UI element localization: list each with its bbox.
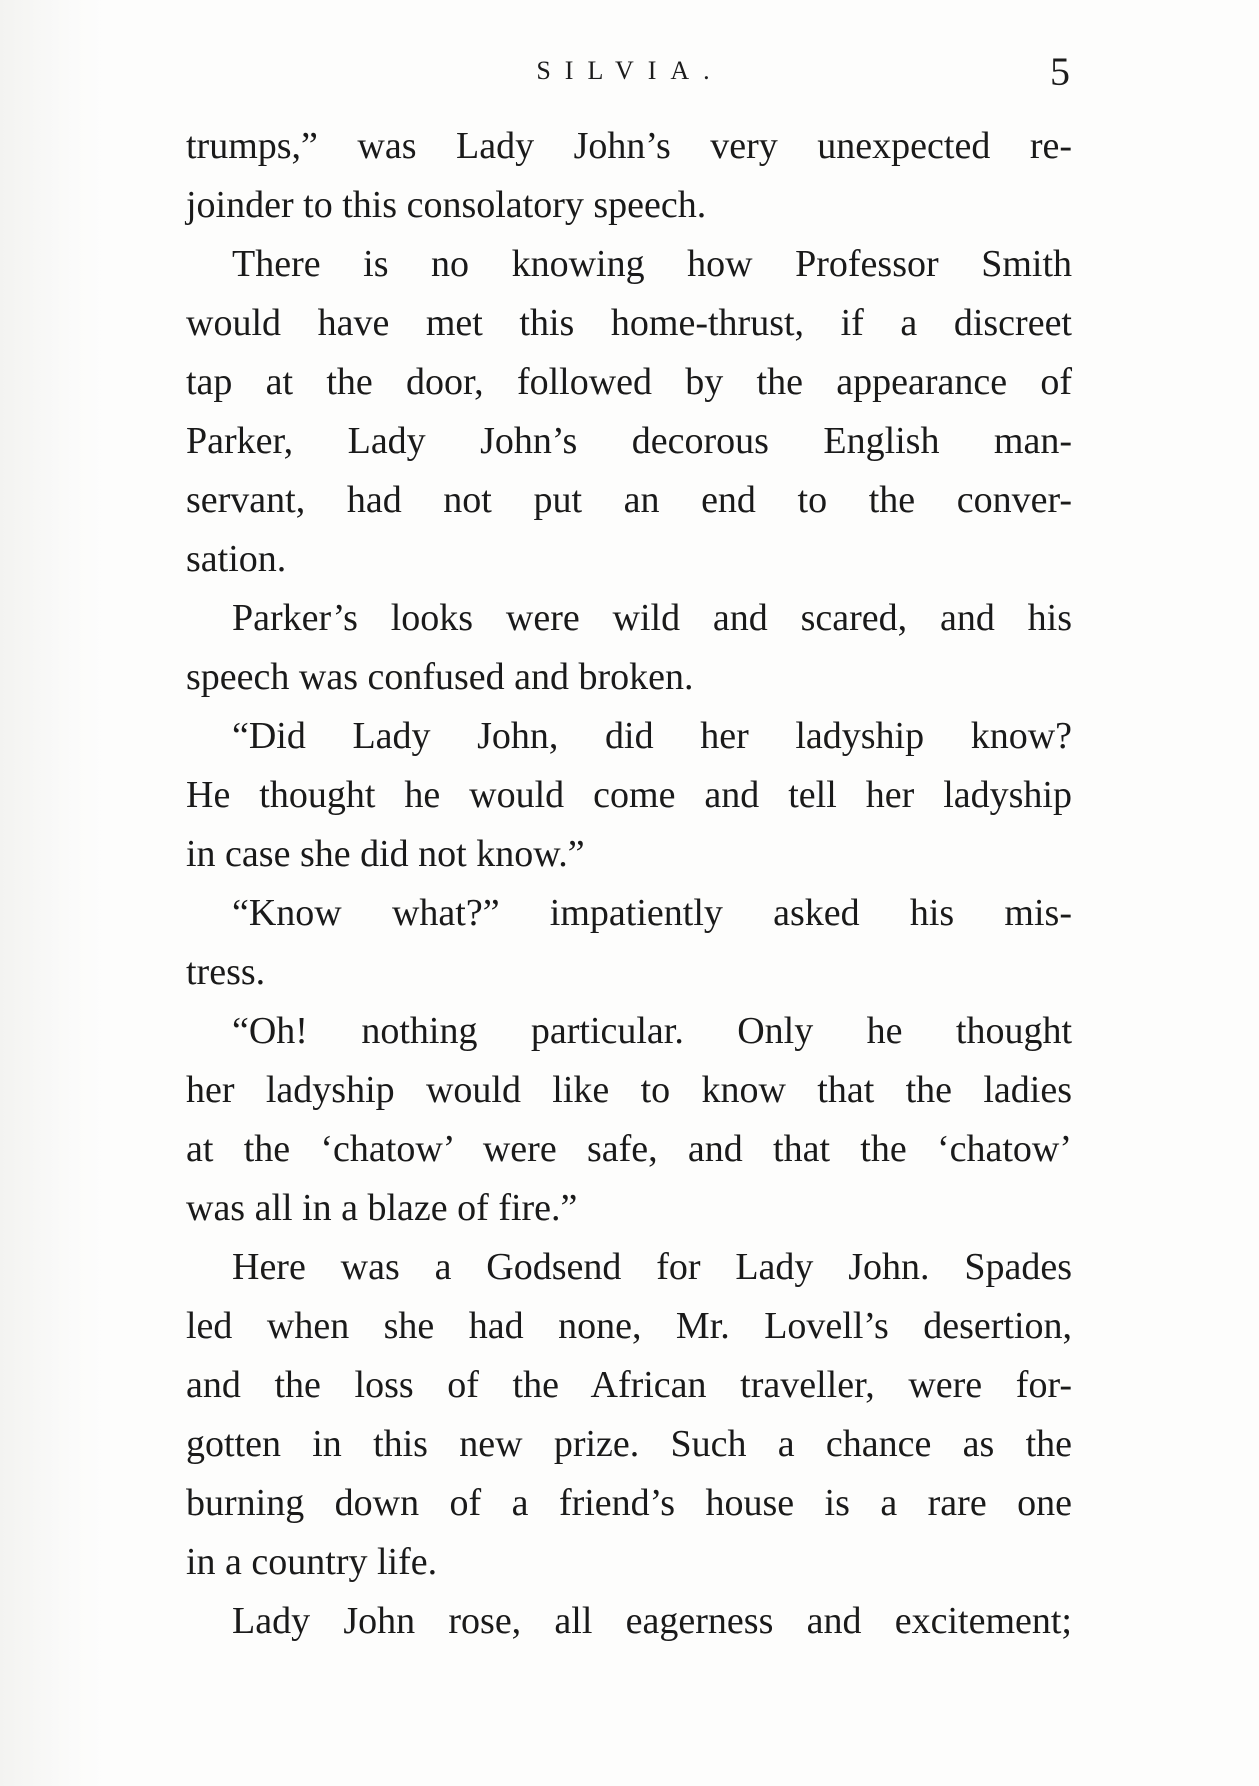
paragraph xyxy=(186,884,1072,1002)
text-line: joinder to this consolatory speech. xyxy=(186,184,707,226)
paragraph xyxy=(186,117,1072,235)
text-line: Parker, Lady John’s decorous English man- xyxy=(186,420,1072,462)
text-line: at the ‘chatow’ were safe, and that the ‘chatow’ xyxy=(186,1128,1072,1170)
text-line: He thought he would come and tell her ladyship xyxy=(186,774,1072,816)
page-header xyxy=(190,50,1070,100)
paragraph xyxy=(186,1002,1072,1238)
text-line: led when she had none, Mr. Lovell’s desertion, xyxy=(186,1305,1072,1347)
text-line: would have met this home-thrust, if a discreet xyxy=(186,302,1072,344)
page-number: 5 xyxy=(1050,49,1070,94)
text-line: tap at the door, followed by the appearance of xyxy=(186,361,1072,403)
text-line: Parker’s looks were wild and scared, and his xyxy=(232,597,1072,639)
text-line: was all in a blaze of fire.” xyxy=(186,1187,578,1229)
text-line: Lady John rose, all eagerness and excitement; xyxy=(232,1600,1072,1642)
running-title: SILVIA. xyxy=(536,56,724,85)
text-line: “Know what?” impatiently asked his mis- xyxy=(232,892,1072,934)
text-line: her ladyship would like to know that the ladies xyxy=(186,1069,1072,1111)
text-line: tress. xyxy=(186,951,266,993)
text-line: speech was confused and broken. xyxy=(186,656,694,698)
paragraph xyxy=(186,1238,1072,1592)
text-line: “Did Lady John, did her ladyship know? xyxy=(232,715,1072,757)
text-line: in a country life. xyxy=(186,1541,438,1583)
text-line: servant, had not put an end to the conver- xyxy=(186,479,1072,521)
paragraph xyxy=(186,589,1072,707)
paragraph xyxy=(186,1592,1072,1651)
body-text xyxy=(186,117,1072,1651)
text-line: and the loss of the African traveller, were for- xyxy=(186,1364,1072,1406)
text-line: in case she did not know.” xyxy=(186,833,585,875)
text-line: sation. xyxy=(186,538,287,580)
paragraph xyxy=(186,235,1072,589)
text-line: gotten in this new prize. Such a chance as the xyxy=(186,1423,1072,1465)
paragraph xyxy=(186,707,1072,884)
text-line: trumps,” was Lady John’s very unexpected re- xyxy=(186,125,1072,167)
text-line: “Oh! nothing particular. Only he thought xyxy=(232,1010,1072,1052)
text-line: Here was a Godsend for Lady John. Spades xyxy=(232,1246,1072,1288)
text-line: burning down of a friend’s house is a rare one xyxy=(186,1482,1072,1524)
text-line: There is no knowing how Professor Smith xyxy=(232,243,1072,285)
